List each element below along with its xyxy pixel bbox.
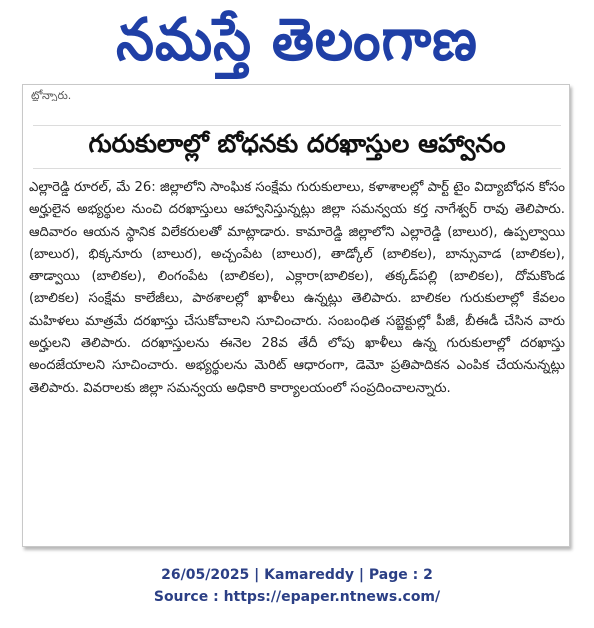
newspaper-name: నమస్తే తెలంగాణ <box>116 5 478 74</box>
clipping-cut-text: ట్లోన్నారు. <box>31 89 72 101</box>
article-headline: గురుకులాల్లో బోధనకు దరఖాస్తుల ఆహ్వానం <box>88 129 506 158</box>
footer-source: Source : https://epaper.ntnews.com/ <box>153 589 441 605</box>
article-body: ఎల్లారెడ్డి రూరల్, మే 26: జిల్లాలోని సాంఘిక సంక్షేమ గురుకులాలు, కళాశాలల్లో పార్ట్ టైం విద్యాబోధన కోసం అర్హులైన అభ్యర్థుల నుంచి దరఖాస్తులు ఆహ్వానిస్తున్నట్లు జిల్లా సమన్వయ కర్త నాగేశ్వర్ రావు తెలిపారు. ఆదివారం ఆయన స్థానిక విలేకరులతో మాట్లాడారు. కామారెడ్డి జిల్లాలోని ఎల్లారెడ్డి (బాలుర), ఉప్పల్వాయి (బాలుర), భిక్కనూరు (బాలుర), అచ్చంపేట (బాలుర), తాడ్కోల్ (బాలికల), బాన్సువాడ (బాలికల), తాడ్వాయి (బాలికల), లింగంపేట (బాలికల), ఎక్లారా(బాలికల), తక్కడ్‌పల్లి (బాలికల), దోమకొండ (బాలికల) సంక్షేమ కాలేజీలు, పాఠశాలల్లో ఖాళీలు ఉన్నట్లు తెలిపారు. బాలికల గురుకులాల్లో కేవలం మహిళలు మాత్రమే దరఖాస్తు చేసుకోవాలని సూచించారు. సంబంధిత సబ్జెక్టుల్లో పీజీ, బీఈడీ చేసిన వారు అర్హులని తెలిపారు. దరఖాస్తులను ఈనెల 28వ తేదీ లోపు ఖాళీలు ఉన్న గురుకులాల్లో దరఖాస్తు అందజేయాలని సూచించారు. అభ్యర్థులను మెరిట్ ఆధారంగా, డెమో ప్రతిపాదికన ఎంపిక చేయనున్నట్లు తెలిపారు. వివరాలకు జిల్లా సమన్వయ అధికారి కార్యాలయంలో సంప్రదించాలన్నారు. <box>29 180 565 396</box>
masthead-logo <box>0 0 594 80</box>
footer-date-edition: 26/05/2025 | Kamareddy | Page : 2 <box>161 567 433 583</box>
news-clipping <box>22 84 570 547</box>
headline-box <box>33 125 561 169</box>
